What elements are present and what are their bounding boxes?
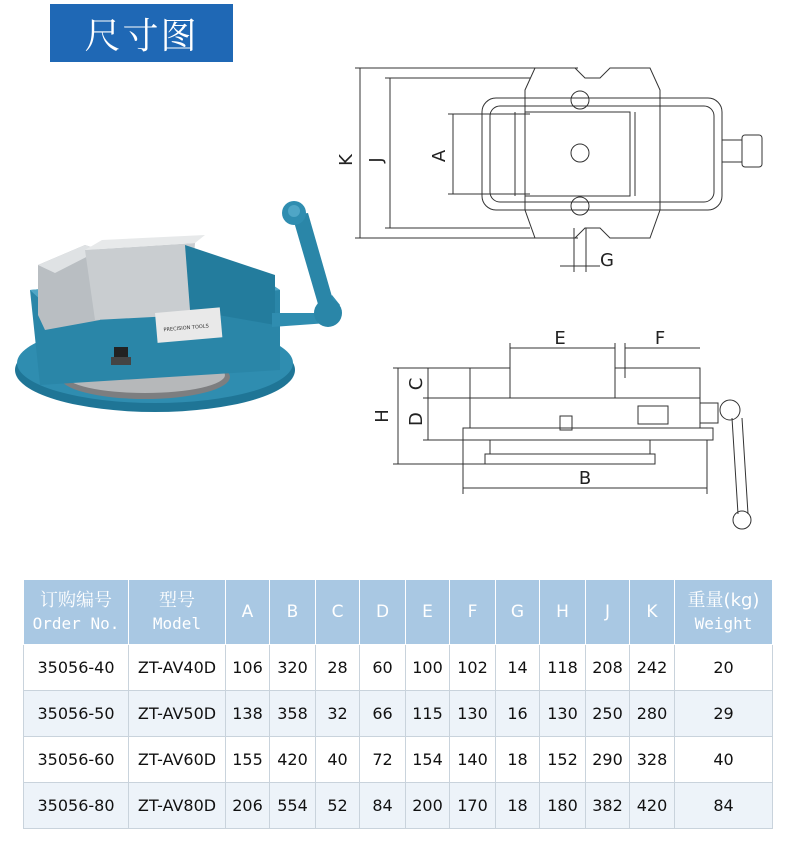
cell-weight: 84 — [675, 783, 773, 829]
dim-label-j: J — [366, 157, 387, 163]
cell-f: 102 — [450, 645, 496, 691]
cell-c: 40 — [316, 737, 360, 783]
cell-weight: 20 — [675, 645, 773, 691]
cell-order-no: 35056-50 — [24, 691, 129, 737]
table-row — [24, 691, 773, 737]
header-b: B — [270, 580, 316, 645]
cell-a: 138 — [226, 691, 270, 737]
header-g: G — [496, 580, 540, 645]
cell-k: 280 — [630, 691, 675, 737]
cell-model: ZT-AV40D — [129, 645, 226, 691]
table-row — [24, 783, 773, 829]
cell-model: ZT-AV80D — [129, 783, 226, 829]
cell-a: 206 — [226, 783, 270, 829]
cell-h: 180 — [540, 783, 586, 829]
cell-k: 420 — [630, 783, 675, 829]
side-view-drawing — [360, 318, 780, 538]
photo-badge: PRECISION TOOLS — [163, 323, 210, 334]
dim-label-f: F — [654, 328, 666, 349]
header-order-no: 订购编号 Order No. — [24, 580, 129, 645]
cell-order-no: 35056-60 — [24, 737, 129, 783]
header-f: F — [450, 580, 496, 645]
cell-d: 66 — [360, 691, 406, 737]
cell-c: 28 — [316, 645, 360, 691]
cell-e: 100 — [406, 645, 450, 691]
dim-label-c: C — [406, 377, 427, 391]
table-header-row — [24, 580, 773, 645]
cell-h: 118 — [540, 645, 586, 691]
dim-label-e: E — [554, 328, 566, 349]
table-row — [24, 645, 773, 691]
cell-k: 328 — [630, 737, 675, 783]
cell-d: 84 — [360, 783, 406, 829]
cell-b: 420 — [270, 737, 316, 783]
cell-weight: 29 — [675, 691, 773, 737]
header-k: K — [630, 580, 675, 645]
dim-label-d: D — [406, 412, 427, 426]
cell-j: 250 — [586, 691, 630, 737]
dim-label-h: H — [372, 409, 393, 423]
cell-d: 72 — [360, 737, 406, 783]
cell-c: 52 — [316, 783, 360, 829]
cell-b: 358 — [270, 691, 316, 737]
header-e: E — [406, 580, 450, 645]
cell-c: 32 — [316, 691, 360, 737]
cell-order-no: 35056-40 — [24, 645, 129, 691]
cell-e: 200 — [406, 783, 450, 829]
cell-order-no: 35056-80 — [24, 783, 129, 829]
cell-weight: 40 — [675, 737, 773, 783]
header-a: A — [226, 580, 270, 645]
top-view-drawing — [330, 60, 770, 275]
cell-a: 155 — [226, 737, 270, 783]
cell-j: 382 — [586, 783, 630, 829]
cell-e: 154 — [406, 737, 450, 783]
vise-product-photo — [10, 195, 365, 420]
cell-model: ZT-AV50D — [129, 691, 226, 737]
cell-model: ZT-AV60D — [129, 737, 226, 783]
dim-label-k: K — [336, 154, 357, 166]
table-row — [24, 737, 773, 783]
cell-g: 18 — [496, 783, 540, 829]
dim-label-a: A — [429, 149, 450, 163]
cell-g: 18 — [496, 737, 540, 783]
cell-b: 320 — [270, 645, 316, 691]
cell-h: 152 — [540, 737, 586, 783]
dim-label-g: G — [600, 250, 614, 271]
cell-g: 14 — [496, 645, 540, 691]
cell-a: 106 — [226, 645, 270, 691]
cell-j: 290 — [586, 737, 630, 783]
cell-f: 170 — [450, 783, 496, 829]
dim-label-b: B — [578, 468, 592, 489]
header-weight: 重量(kg) Weight — [675, 580, 773, 645]
header-h: H — [540, 580, 586, 645]
cell-j: 208 — [586, 645, 630, 691]
header-model: 型号 Model — [129, 580, 226, 645]
cell-f: 130 — [450, 691, 496, 737]
header-j: J — [586, 580, 630, 645]
cell-k: 242 — [630, 645, 675, 691]
cell-h: 130 — [540, 691, 586, 737]
cell-e: 115 — [406, 691, 450, 737]
page-title: 尺寸图 — [50, 4, 233, 62]
cell-f: 140 — [450, 737, 496, 783]
cell-b: 554 — [270, 783, 316, 829]
cell-g: 16 — [496, 691, 540, 737]
cell-d: 60 — [360, 645, 406, 691]
spec-table — [23, 579, 773, 829]
header-d: D — [360, 580, 406, 645]
header-c: C — [316, 580, 360, 645]
